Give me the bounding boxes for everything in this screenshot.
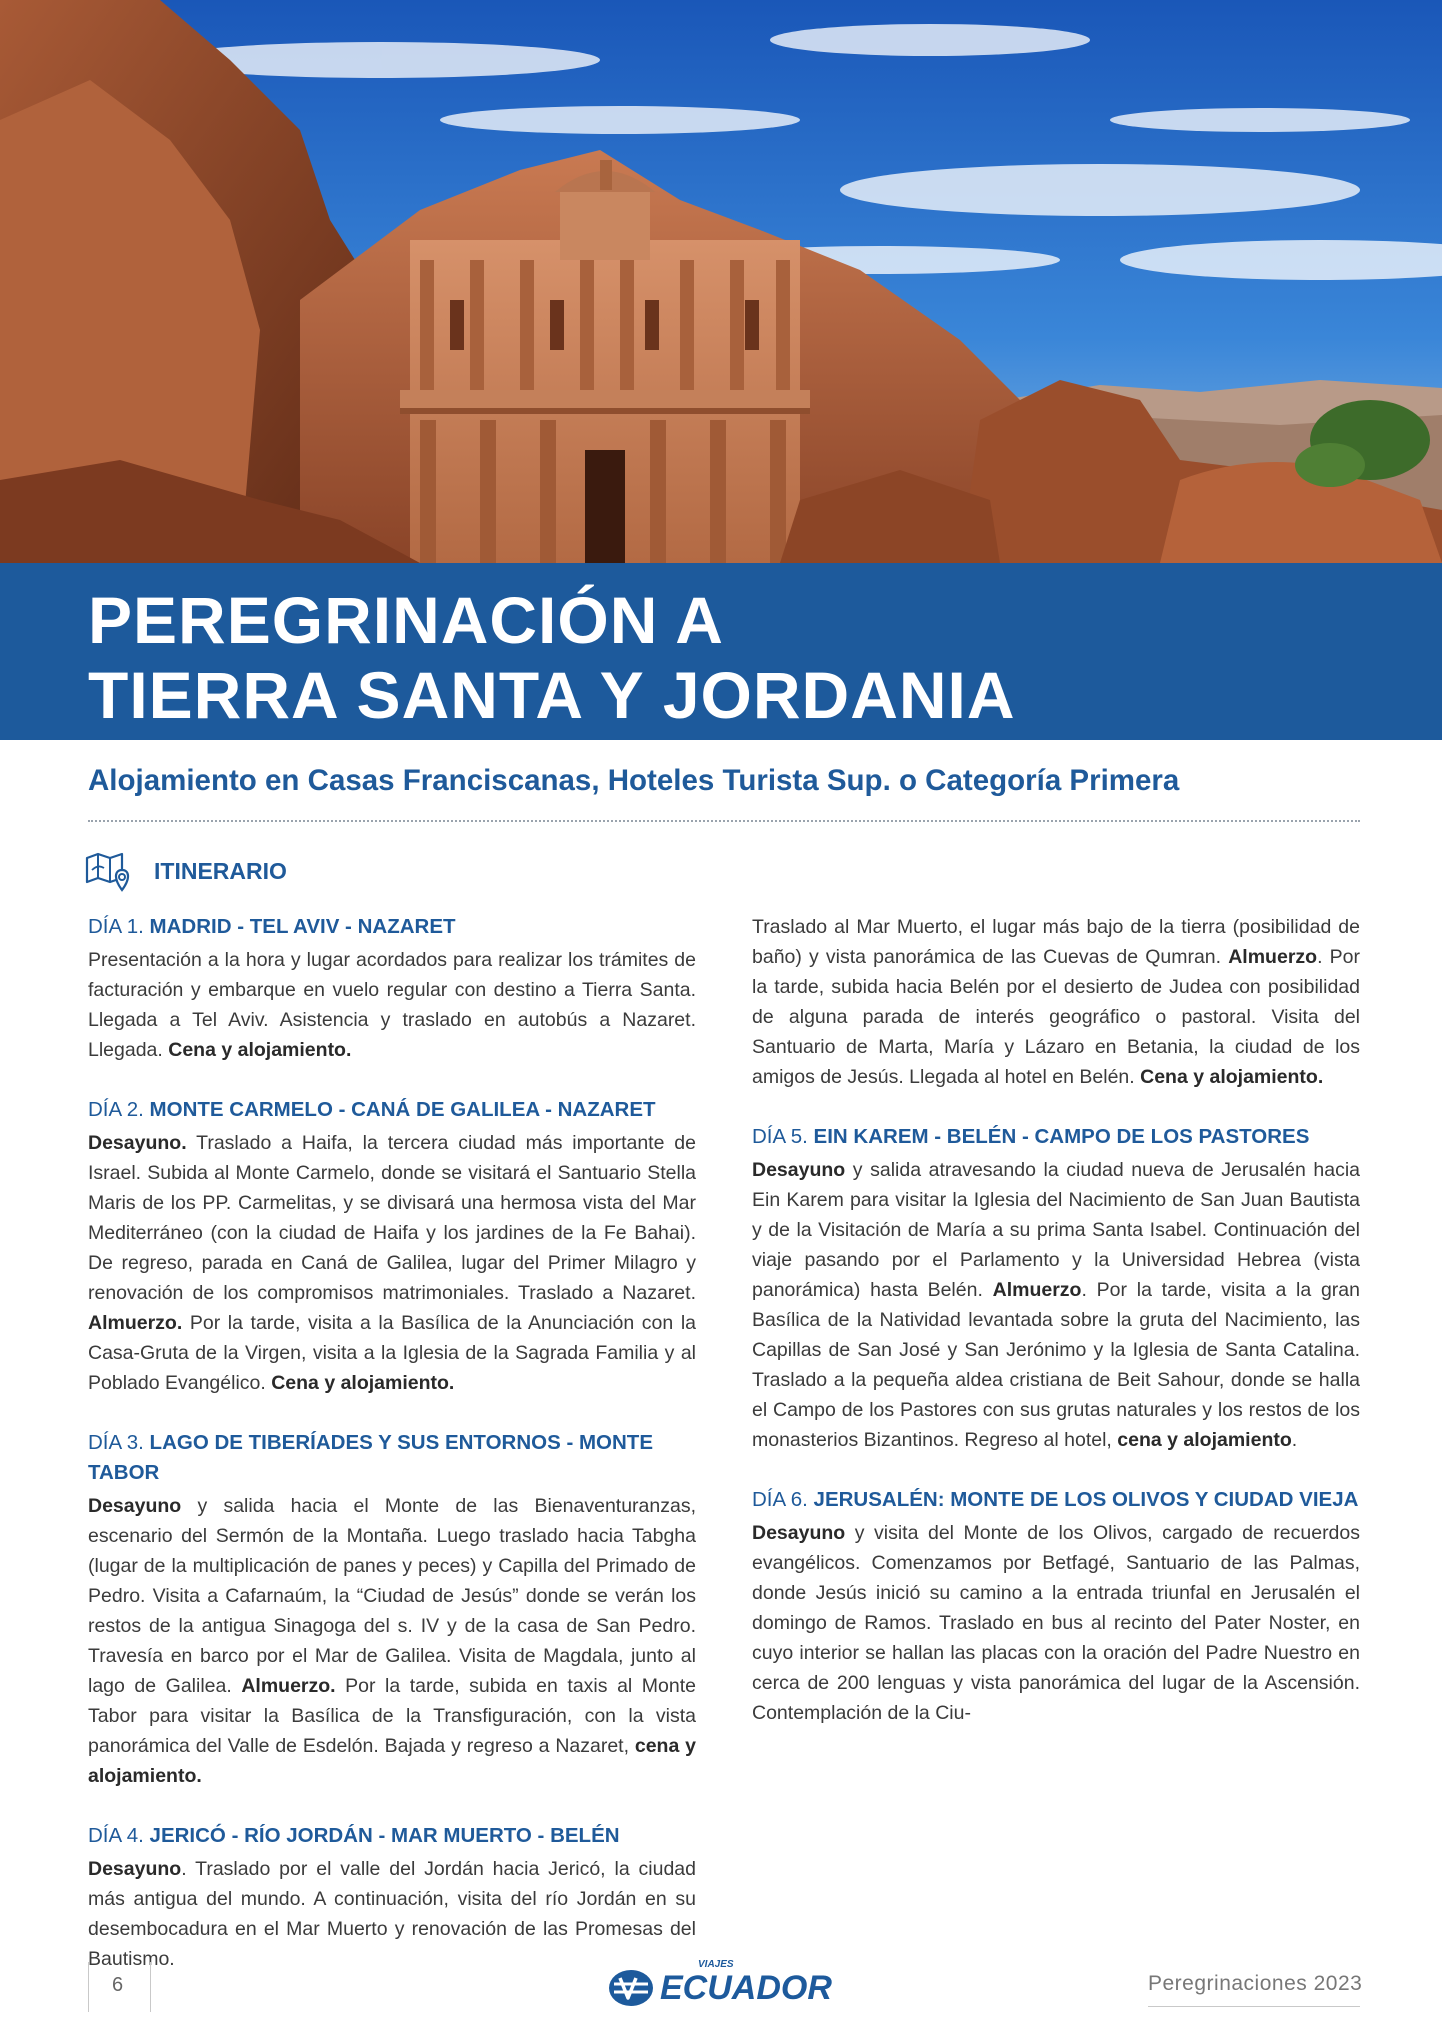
footer-divider-right xyxy=(1148,2006,1360,2007)
text-run-bold: Desayuno xyxy=(88,1495,182,1517)
text-run-bold: Cena y alojamiento. xyxy=(1140,1066,1324,1088)
text-run: Traslado al Mar Muerto, el lugar más bajo de la tierra (posibilidad de baño) y vista panorámica de las Cuevas de Qumran. xyxy=(752,916,1360,968)
itinerary-column-right xyxy=(752,912,1360,1758)
text-run-bold: Cena y alojamiento. xyxy=(271,1372,455,1394)
text-run: y salida atravesando la ciudad nueva de Jerusalén hacia Ein Karem para visitar la Iglesia del Nacimiento de San Juan Bautista y de la Visitación de María a su prima Santa Isabel. Continuación del viaje pasando por el Parlamento y la Universidad Hebrea (vista panorámica) hasta Belén. xyxy=(752,1159,1360,1301)
text-run-bold: Cena y alojamiento. xyxy=(168,1039,352,1061)
day-number: DÍA 3. xyxy=(88,1431,144,1454)
day-title: MONTE CARMELO - CANÁ DE GALILEA - NAZARET xyxy=(149,1098,656,1121)
day-number: DÍA 2. xyxy=(88,1098,144,1121)
day-heading xyxy=(88,1821,696,1851)
text-run-bold: cena y alojamiento. xyxy=(88,1735,696,1787)
day-section-2 xyxy=(88,1095,696,1398)
day-number: DÍA 1. xyxy=(88,915,144,938)
text-run: . Por la tarde, subida hacia Belén por el desierto de Judea con posibilidad de alguna parada de interés geográfico o pastoral. Visita del Santuario de Marta, María y Lázaro en Betania, la ciudad de los amigos de Jesús. Llegada al hotel en Belén. xyxy=(752,946,1360,1088)
text-run-bold: Desayuno xyxy=(88,1858,182,1880)
day-section-4 xyxy=(88,1821,696,1974)
text-run-bold: Desayuno xyxy=(752,1159,846,1181)
day-section-3 xyxy=(88,1428,696,1791)
logo-text xyxy=(660,1958,832,2008)
day-number: DÍA 5. xyxy=(752,1125,808,1148)
text-run: Por la tarde, visita a la Basílica de la Anunciación con la Casa-Gruta de la Virgen, visita a la Iglesia de la Sagrada Familia y al Poblado Evangélico. xyxy=(88,1312,696,1394)
day-heading xyxy=(88,912,696,942)
text-run: Por la tarde, subida en taxis al Monte Tabor para visitar la Basílica de la Transfiguración, con la vista panorámica del Valle de Esdelón. Bajada y regreso a Nazaret, xyxy=(88,1675,696,1757)
text-run-bold: Almuerzo xyxy=(1228,946,1318,968)
text-run: Presentación a la hora y lugar acordados para realizar los trámites de facturación y embarque en vuelo regular con destino a Tierra Santa. Llegada a Tel Aviv. Asistencia y traslado en autobús a Nazaret. Llegada. xyxy=(88,949,696,1061)
petra-monastery-illustration xyxy=(0,0,1442,563)
itinerary-column-left xyxy=(88,912,696,2004)
text-run-bold: Desayuno. xyxy=(88,1132,187,1154)
day-paragraph xyxy=(88,1128,696,1398)
day-heading xyxy=(752,1122,1360,1152)
day-title: EIN KAREM - BELÉN - CAMPO DE LOS PASTORES xyxy=(813,1125,1310,1148)
day-heading xyxy=(88,1428,696,1488)
dotted-divider xyxy=(88,820,1360,822)
day-number: DÍA 6. xyxy=(752,1488,808,1511)
day-title: JERUSALÉN: MONTE DE LOS OLIVOS Y CIUDAD VIEJA xyxy=(813,1488,1359,1511)
day-title: JERICÓ - RÍO JORDÁN - MAR MUERTO - BELÉN xyxy=(149,1824,620,1847)
text-run-bold: Almuerzo xyxy=(992,1279,1082,1301)
text-run: y salida hacia el Monte de las Bienaventuranzas, escenario del Sermón de la Montaña. Luego traslado hacia Tabgha (lugar de la multiplicación de panes y peces) y Capilla del Primado de Pedro. Visita a Cafarnaúm, la “Ciudad de Jesús” donde se verán los restos de la antigua Sinagoga del s. IV y de la casa de San Pedro. Travesía en barco por el Mar de Galilea. Visita de Magdala, junto al lago de Galilea. xyxy=(88,1495,696,1697)
viajes-ecuador-logo xyxy=(608,1958,832,2014)
day-title: LAGO DE TIBERÍADES Y SUS ENTORNOS - MONTE TABOR xyxy=(88,1431,653,1484)
title-banner xyxy=(0,563,1442,740)
text-run: y visita del Monte de los Olivos, cargado de recuerdos evangélicos. Comenzamos por Betfagé, Santuario de las Palmas, donde Jesús inició su camino a la entrada triunfal en Jerusalén el domingo de Ramos. Traslado en bus al recinto del Pater Noster, en cuyo interior se hallan las placas con la oración del Padre Nuestro en cerca de 200 lenguas y vista panorámica del lugar de la Ascensión. Contemplación de la Ciu- xyxy=(752,1522,1360,1724)
logo-small-text: VIAJES xyxy=(698,1958,734,1970)
logo-mark-icon xyxy=(608,1968,654,2008)
day-paragraph xyxy=(88,1491,696,1791)
footer-divider-left xyxy=(88,1962,89,2012)
title-line-2: TIERRA SANTA Y JORDANIA xyxy=(88,658,1016,732)
day-section-5 xyxy=(752,1122,1360,1455)
text-run-bold: cena y alojamiento xyxy=(1117,1429,1292,1451)
text-run: . Por la tarde, visita a la gran Basílica de la Natividad levantada sobre la gruta del Nacimiento, las Capillas de San José y San Jerónimo y la Iglesia de Santa Catalina. Traslado a la pequeña aldea cristiana de Beit Sahour, donde se halla el Campo de los Pastores con sus grutas naturales y los restos de los monasterios Bizantinos. Regreso al hotel, xyxy=(752,1279,1360,1451)
day-heading xyxy=(88,1095,696,1125)
day-section-6 xyxy=(752,1485,1360,1728)
logo-big-text: ECUADOR xyxy=(660,1968,832,2007)
hero-image xyxy=(0,0,1442,563)
subtitle: Alojamiento en Casas Franciscanas, Hoteles Turista Sup. o Categoría Primera xyxy=(88,764,1180,797)
page-title xyxy=(88,583,1016,733)
itinerary-label: ITINERARIO xyxy=(154,857,287,884)
title-line-1: PEREGRINACIÓN A xyxy=(88,583,724,657)
day-paragraph xyxy=(88,1854,696,1974)
text-run-bold: Desayuno xyxy=(752,1522,846,1544)
map-icon xyxy=(84,848,134,894)
day-paragraph xyxy=(88,945,696,1065)
day-paragraph xyxy=(752,912,1360,1092)
text-run-bold: Almuerzo. xyxy=(88,1312,183,1334)
text-run: . Traslado por el valle del Jordán hacia Jericó, la ciudad más antigua del mundo. A continuación, visita del río Jordán en su desembocadura en el Mar Muerto y renovación de las Promesas del Bautismo. xyxy=(88,1858,696,1970)
itinerary-heading xyxy=(84,846,287,896)
text-run-bold: Almuerzo. xyxy=(241,1675,336,1697)
footer-divider-left-2 xyxy=(150,1962,151,2012)
day-paragraph xyxy=(752,1155,1360,1455)
day-paragraph xyxy=(752,1518,1360,1728)
day-heading xyxy=(752,1485,1360,1515)
day-section-1 xyxy=(88,912,696,1065)
page-number: 6 xyxy=(112,1974,124,1996)
footer-publication: Peregrinaciones 2023 xyxy=(1148,1972,1363,1995)
day-section-4-continued xyxy=(752,912,1360,1092)
day-number: DÍA 4. xyxy=(88,1824,144,1847)
text-run: Traslado a Haifa, la tercera ciudad más importante de Israel. Subida al Monte Carmelo, donde se visitará el Santuario Stella Maris de los PP. Carmelitas, y se divisará una hermosa vista del Mar Mediterráneo (con la ciudad de Haifa y los jardines de la Fe Bahai). De regreso, parada en Caná de Galilea, lugar del Primer Milagro y renovación de los compromisos matrimoniales. Traslado a Nazaret. xyxy=(88,1132,696,1304)
text-run: . xyxy=(1291,1429,1298,1451)
day-title: MADRID - TEL AVIV - NAZARET xyxy=(149,915,456,938)
